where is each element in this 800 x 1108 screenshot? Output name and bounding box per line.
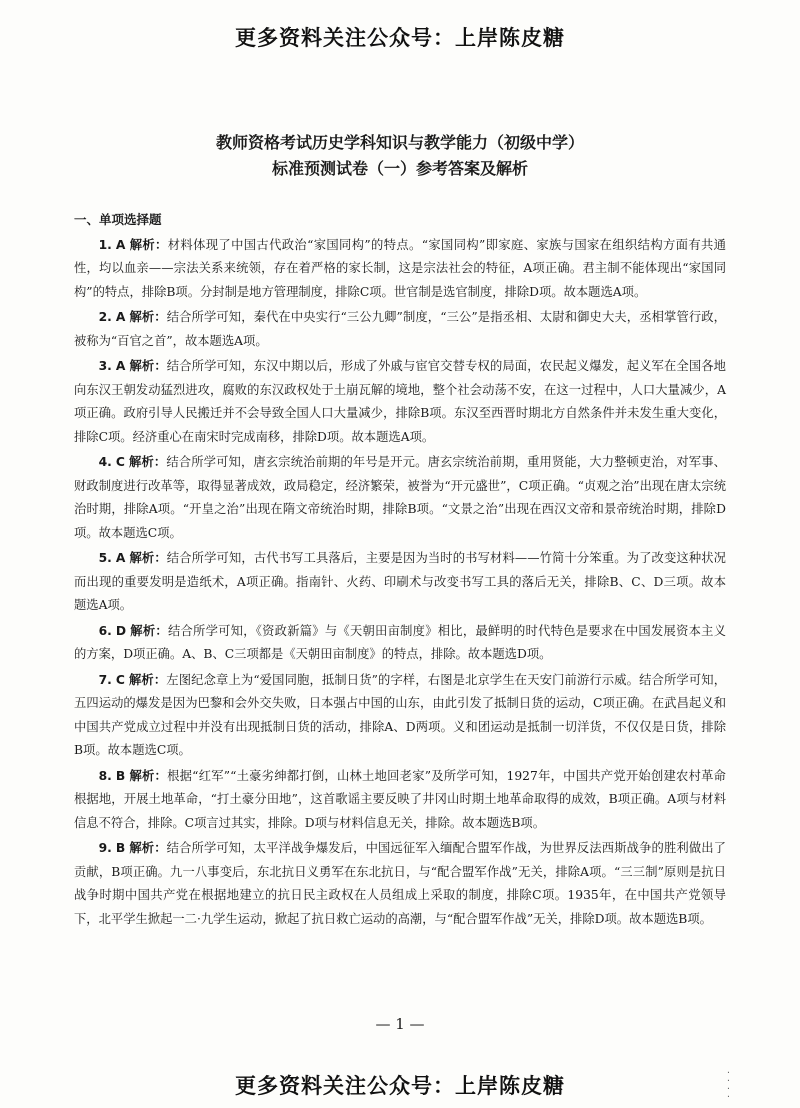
item-number: 5. — [98, 551, 112, 565]
title-line-1: 教师资格考试历史学科知识与教学能力（初级中学） — [215, 133, 584, 152]
item-explanation-label: 解析： — [129, 841, 167, 855]
item-answer: A — [115, 310, 126, 324]
document-title — [0, 130, 800, 182]
header-banner: 更多资料关注公众号：上岸陈皮糖 — [235, 26, 565, 50]
answer-item — [74, 547, 726, 618]
item-answer: C — [115, 455, 125, 469]
item-answer: B — [115, 768, 126, 783]
item-explanation-text: 结合所学可知，东汉中期以后，形成了外戚与宦官交替专权的局面，农民起义爆发，起义军在全国各地向东汉王朝发动猛烈进攻，腐败的东汉政权处于土崩瓦解的境地，整个社会动荡不安，在这一过程中，人口大量减少，A项正确。政府引导人民搬迁并不会导致全国人口大量减少，排除B项。东汉至西晋时期北方自然条件并未发生重大变化，排除C项。经济重心在南宋时完成南移，排除D项。故本题选A项。 — [74, 359, 726, 444]
margin-dots: · · · · — [726, 1068, 730, 1103]
item-number: 9. — [98, 841, 112, 855]
item-explanation-text: 结合所学可知，《资政新篇》与《天朝田亩制度》相比，最鲜明的时代特色是要求在中国发展资本主义的方案，D项正确。A、B、C三项都是《天朝田亩制度》的特点，排除。故本题选D项。 — [74, 623, 726, 661]
item-explanation-label: 解析： — [128, 672, 167, 687]
item-explanation-text: 材料体现了中国古代政治“家国同构”的特点。“家国同构”即家庭、家族与国家在组织结构方面有共通性，均以血亲——宗法关系来统领，存在着严格的家长制，这是宗法社会的特征，A项正确。君主制不能体现出“家国同构”的特点，排除B项。分封制是地方管理制度，排除C项。世官制是选官制度，排除D项。故本题选A项。 — [74, 237, 726, 299]
item-explanation-text: 根据“红军”“土豪劣绅都打倒，山林土地回老家”及所学可知，1927年，中国共产党开始创建农村革命根据地，开展土地革命，“打土豪分田地”，这首歌谣主要反映了井冈山时期土地革命取得的成效，B项正确。A项与材料信息不符合，排除。C项言过其实，排除。D项与材料信息无关，排除。故本题选B项。 — [74, 768, 726, 830]
section-heading: 一、单项选择题 — [74, 212, 162, 227]
item-explanation-text: 结合所学可知，秦代在中央实行“三公九卿”制度，“三公”是指丞相、太尉和御史大夫，丞相掌管行政，被称为“百官之首”，故本题选A项。 — [74, 310, 726, 348]
answer-item — [74, 451, 726, 545]
item-explanation-text: 结合所学可知，唐玄宗统治前期的年号是开元。唐玄宗统治前期，重用贤能，大力整顿吏治，对军事、财政制度进行改革等，取得显著成效，政局稳定，经济繁荣，被誉为“开元盛世”，C项正确。“贞观之治”出现在唐太宗统治时期，排除A项。“开皇之治”出现在隋文帝统治时期，排除B项。“文景之治”出现在西汉文帝和景帝统治时期，排除D项。故本题选C项。 — [74, 455, 726, 540]
answer-item — [74, 306, 726, 353]
answer-item — [74, 669, 726, 763]
item-number: 2. — [98, 310, 112, 324]
item-explanation-text: 左图纪念章上为“爱国同胞，抵制日货”的字样，右图是北京学生在天安门前游行示威。结合所学可知，五四运动的爆发是因为巴黎和会外交失败，日本强占中国的山东，由此引发了抵制日货的运动，C项正确。在武昌起义和中国共产党成立过程中并没有出现抵制日货的活动，排除A、D两项。义和团运动是抵制一切洋货，不仅仅是日货，排除B项。故本题选C项。 — [74, 672, 726, 757]
answer-item — [74, 620, 726, 667]
page-number: — 1 — — [375, 1015, 425, 1033]
item-answer: A — [115, 359, 126, 373]
item-answer: A — [115, 551, 126, 565]
item-explanation-label: 解析： — [129, 551, 167, 565]
item-number: 3. — [98, 359, 112, 373]
item-number: 4. — [98, 455, 112, 469]
item-answer: B — [115, 841, 126, 855]
answer-list — [74, 234, 726, 932]
item-explanation-text: 结合所学可知，古代书写工具落后，主要是因为当时的书写材料——竹简十分笨重。为了改变这种状况而出现的重要发明是造纸术，A项正确。指南针、火药、印刷术与改变书写工具的落后无关，排除B、C、D三项。故本题选A项。 — [74, 551, 726, 612]
item-explanation-label: 解析： — [129, 310, 167, 324]
item-answer: D — [115, 623, 127, 638]
item-number: 8. — [98, 768, 112, 783]
footer-banner: 更多资料关注公众号：上岸陈皮糖 — [235, 1074, 565, 1098]
item-explanation-label: 解析： — [129, 359, 167, 373]
answer-body — [74, 208, 726, 933]
title-line-2: 标准预测试卷（一）参考答案及解析 — [271, 159, 528, 178]
item-explanation-label: 解析： — [130, 623, 168, 638]
item-explanation-label: 解析： — [129, 768, 168, 783]
answer-item — [74, 234, 726, 305]
answer-item — [74, 765, 726, 836]
answer-item — [74, 355, 726, 449]
item-number: 1. — [98, 237, 112, 252]
item-explanation-text: 结合所学可知，太平洋战争爆发后，中国远征军入缅配合盟军作战，为世界反法西斯战争的胜利做出了贡献，B项正确。九一八事变后，东北抗日义勇军在东北抗日，与“配合盟军作战”无关，排除A项。“三三制”原则是抗日战争时期中国共产党在根据地建立的抗日民主政权在人员组成上采取的制度，排除C项。1935年，在中国共产党领导下，北平学生掀起一二·九学生运动，掀起了抗日救亡运动的高潮，与“配合盟军作战”无关，排除D项。故本题选B项。 — [74, 841, 726, 926]
item-explanation-label: 解析： — [129, 237, 168, 252]
answer-item — [74, 837, 726, 931]
item-number: 7. — [98, 672, 112, 687]
item-answer: A — [115, 237, 126, 252]
item-answer: C — [115, 672, 125, 687]
item-number: 6. — [98, 623, 112, 638]
item-explanation-label: 解析： — [128, 455, 167, 469]
